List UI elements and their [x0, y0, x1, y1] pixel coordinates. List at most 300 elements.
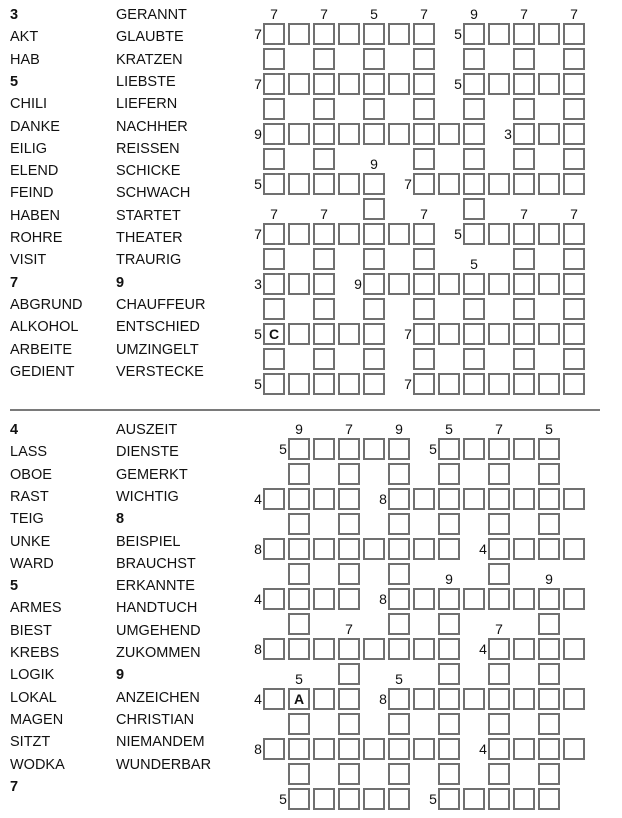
grid-cell[interactable] [513, 273, 535, 295]
grid-cell[interactable] [338, 688, 360, 710]
grid-cell[interactable] [263, 123, 285, 145]
word-list-item: REISSEN [116, 140, 180, 157]
grid-cell[interactable] [463, 148, 485, 170]
grid-cell[interactable] [463, 48, 485, 70]
grid-cell[interactable] [388, 613, 410, 635]
grid-cell[interactable] [413, 688, 435, 710]
grid-cell[interactable]: A [288, 688, 310, 710]
grid-cell[interactable] [413, 123, 435, 145]
grid-cell[interactable] [363, 323, 385, 345]
grid-cell[interactable] [388, 788, 410, 810]
word-list-item: LOKAL [10, 689, 57, 706]
grid-cell[interactable] [563, 373, 585, 395]
grid-cell[interactable] [438, 763, 460, 785]
grid-cell[interactable] [363, 348, 385, 370]
clue-length-number: 9 [254, 126, 262, 142]
grid-cell[interactable] [313, 323, 335, 345]
grid-cell[interactable] [488, 373, 510, 395]
grid-cell[interactable] [363, 298, 385, 320]
grid-cell[interactable] [513, 123, 535, 145]
grid-cell[interactable] [363, 788, 385, 810]
grid-cell[interactable] [538, 663, 560, 685]
grid-cell[interactable] [563, 73, 585, 95]
grid-cell[interactable] [388, 763, 410, 785]
grid-cell[interactable] [488, 463, 510, 485]
grid-cell[interactable] [563, 538, 585, 560]
grid-cell[interactable] [263, 588, 285, 610]
grid-cell[interactable] [363, 638, 385, 660]
word-list-item: DIENSTE [116, 444, 179, 461]
grid-cell[interactable] [538, 223, 560, 245]
grid-cell[interactable] [363, 123, 385, 145]
grid-cell[interactable] [263, 48, 285, 70]
grid-cell[interactable] [563, 223, 585, 245]
grid-cell[interactable] [563, 738, 585, 760]
grid-cell[interactable] [288, 463, 310, 485]
word-list-item: FEIND [10, 185, 54, 202]
grid-cell[interactable] [538, 488, 560, 510]
grid-cell[interactable] [513, 688, 535, 710]
grid-cell[interactable] [313, 248, 335, 270]
grid-cell[interactable] [563, 323, 585, 345]
clue-length-number: 7 [520, 6, 528, 22]
grid-cell[interactable] [513, 348, 535, 370]
puzzle-divider [10, 409, 600, 411]
grid-cell[interactable] [513, 588, 535, 610]
grid-cell[interactable] [563, 98, 585, 120]
grid-cell[interactable] [513, 538, 535, 560]
grid-cell[interactable] [563, 23, 585, 45]
grid-cell[interactable] [513, 788, 535, 810]
grid-cell[interactable] [313, 298, 335, 320]
grid-cell[interactable] [363, 538, 385, 560]
clue-length-number: 5 [254, 326, 262, 342]
grid-cell[interactable] [513, 298, 535, 320]
grid-cell[interactable] [338, 638, 360, 660]
grid-cell[interactable] [413, 148, 435, 170]
grid-cell[interactable] [263, 738, 285, 760]
clue-length-number: 9 [370, 156, 378, 172]
word-list-item: LOGIK [10, 667, 55, 684]
grid-cell[interactable] [538, 688, 560, 710]
grid-cell[interactable] [263, 538, 285, 560]
grid-cell[interactable] [338, 663, 360, 685]
grid-cell[interactable] [288, 638, 310, 660]
grid-cell[interactable] [513, 23, 535, 45]
clue-length-number: 8 [254, 541, 262, 557]
word-list-item: ABGRUND [10, 296, 83, 313]
grid-cell[interactable] [438, 463, 460, 485]
grid-cell[interactable] [488, 23, 510, 45]
grid-cell[interactable] [388, 73, 410, 95]
grid-cell[interactable] [413, 488, 435, 510]
grid-cell[interactable] [363, 198, 385, 220]
grid-cell[interactable] [513, 223, 535, 245]
grid-cell[interactable] [363, 223, 385, 245]
grid-cell[interactable] [463, 173, 485, 195]
grid-cell[interactable] [513, 373, 535, 395]
grid-cell[interactable] [438, 613, 460, 635]
grid-cell[interactable] [563, 123, 585, 145]
grid-cell[interactable] [313, 73, 335, 95]
grid-cell[interactable] [413, 73, 435, 95]
grid-cell[interactable] [463, 688, 485, 710]
grid-cell[interactable] [488, 663, 510, 685]
grid-cell[interactable] [263, 73, 285, 95]
grid-cell[interactable] [563, 48, 585, 70]
grid-cell[interactable] [463, 373, 485, 395]
grid-cell[interactable] [538, 173, 560, 195]
grid-cell[interactable] [438, 488, 460, 510]
grid-cell[interactable] [413, 298, 435, 320]
grid-cell[interactable] [463, 488, 485, 510]
grid-cell[interactable] [263, 23, 285, 45]
grid-cell[interactable] [438, 638, 460, 660]
word-list-item: KREBS [10, 645, 60, 661]
grid-cell[interactable] [413, 738, 435, 760]
grid-cell[interactable] [488, 438, 510, 460]
grid-cell[interactable] [288, 588, 310, 610]
grid-cell[interactable] [463, 123, 485, 145]
grid-cell[interactable] [263, 348, 285, 370]
grid-cell[interactable] [463, 73, 485, 95]
grid-cell[interactable] [488, 488, 510, 510]
grid-cell[interactable] [363, 273, 385, 295]
grid-cell[interactable] [338, 563, 360, 585]
grid-cell[interactable] [288, 438, 310, 460]
grid-cell[interactable] [513, 73, 535, 95]
grid-cell[interactable] [338, 713, 360, 735]
word-list-item: MAGEN [10, 711, 64, 728]
grid-cell[interactable] [288, 323, 310, 345]
grid-cell[interactable] [463, 23, 485, 45]
grid-cell[interactable] [438, 173, 460, 195]
grid-cell[interactable] [313, 373, 335, 395]
grid-cell[interactable] [413, 373, 435, 395]
grid-cell[interactable] [363, 248, 385, 270]
grid-cell[interactable] [488, 173, 510, 195]
grid-cell[interactable] [563, 588, 585, 610]
grid-cell[interactable] [363, 98, 385, 120]
grid-cell[interactable] [338, 788, 360, 810]
grid-cell[interactable] [538, 463, 560, 485]
grid-cell[interactable] [513, 438, 535, 460]
grid-cell[interactable] [438, 663, 460, 685]
grid-cell[interactable] [388, 488, 410, 510]
clue-length-number: 5 [454, 26, 462, 42]
grid-cell[interactable] [388, 738, 410, 760]
grid-cell[interactable] [338, 223, 360, 245]
grid-cell[interactable] [438, 538, 460, 560]
grid-cell[interactable] [338, 173, 360, 195]
grid-cell[interactable] [413, 48, 435, 70]
grid-cell[interactable] [563, 488, 585, 510]
grid-cell[interactable] [563, 173, 585, 195]
grid-cell[interactable] [438, 713, 460, 735]
grid-cell[interactable] [538, 273, 560, 295]
grid-cell[interactable] [313, 488, 335, 510]
grid-cell[interactable] [263, 98, 285, 120]
grid-cell[interactable] [388, 438, 410, 460]
clue-length-number: 5 [454, 226, 462, 242]
grid-cell[interactable] [313, 48, 335, 70]
grid-cell[interactable] [463, 323, 485, 345]
grid-cell[interactable] [488, 688, 510, 710]
grid-cell[interactable] [288, 488, 310, 510]
grid-cell[interactable] [413, 538, 435, 560]
word-list-item: GERANNT [116, 7, 187, 23]
grid-cell[interactable] [538, 373, 560, 395]
grid-cell[interactable] [463, 788, 485, 810]
clue-length-number: 7 [404, 376, 412, 392]
grid-cell[interactable] [513, 248, 535, 270]
grid-cell[interactable] [388, 588, 410, 610]
grid-cell[interactable] [513, 173, 535, 195]
word-list-item: WUNDERBAR [116, 756, 212, 773]
grid-cell[interactable] [438, 373, 460, 395]
grid-cell[interactable] [288, 788, 310, 810]
grid-cell[interactable] [338, 538, 360, 560]
grid-cell[interactable] [463, 273, 485, 295]
grid-cell[interactable] [513, 323, 535, 345]
grid-cell[interactable] [488, 788, 510, 810]
grid-cell[interactable] [288, 223, 310, 245]
grid-cell[interactable] [288, 738, 310, 760]
grid-cell[interactable] [313, 348, 335, 370]
grid-cell[interactable] [538, 123, 560, 145]
grid-cell[interactable] [338, 23, 360, 45]
grid-cell[interactable] [513, 738, 535, 760]
grid-cell[interactable] [413, 98, 435, 120]
grid-cell[interactable] [313, 438, 335, 460]
grid-cell[interactable] [388, 273, 410, 295]
grid-cell[interactable] [563, 148, 585, 170]
grid-cell[interactable] [563, 298, 585, 320]
clue-length-number: 5 [395, 671, 403, 687]
grid-cell[interactable] [513, 148, 535, 170]
grid-cell[interactable] [438, 738, 460, 760]
grid-cell[interactable] [338, 438, 360, 460]
grid-cell[interactable] [388, 538, 410, 560]
grid-cell[interactable] [288, 713, 310, 735]
grid-cell[interactable] [538, 613, 560, 635]
grid-cell[interactable] [538, 713, 560, 735]
word-length-header: 5 [10, 578, 19, 595]
grid-cell[interactable] [288, 73, 310, 95]
grid-cell[interactable] [538, 638, 560, 660]
grid-cell[interactable] [538, 763, 560, 785]
grid-cell[interactable] [363, 173, 385, 195]
word-list-item: STARTET [116, 207, 181, 224]
grid-cell[interactable] [438, 123, 460, 145]
grid-cell[interactable] [313, 23, 335, 45]
grid-cell[interactable] [563, 273, 585, 295]
grid-cell[interactable] [438, 273, 460, 295]
grid-cell[interactable] [463, 98, 485, 120]
grid-cell[interactable] [538, 23, 560, 45]
grid-cell[interactable] [313, 638, 335, 660]
word-list-item: TRAURIG [116, 252, 182, 269]
grid-cell[interactable] [488, 73, 510, 95]
grid-cell[interactable] [413, 588, 435, 610]
clue-length-number: 9 [445, 571, 453, 587]
grid-cell[interactable] [338, 488, 360, 510]
grid-cell[interactable] [338, 738, 360, 760]
grid-cell[interactable] [363, 23, 385, 45]
grid-cell[interactable] [463, 198, 485, 220]
grid-cell[interactable] [288, 123, 310, 145]
clue-length-number: 7 [320, 6, 328, 22]
grid-cell[interactable] [363, 48, 385, 70]
grid-cell[interactable] [313, 223, 335, 245]
grid-cell[interactable] [438, 788, 460, 810]
clue-length-number: 8 [379, 691, 387, 707]
grid-cell[interactable] [263, 373, 285, 395]
grid-cell[interactable] [313, 738, 335, 760]
grid-cell[interactable] [538, 538, 560, 560]
grid-cell[interactable] [388, 123, 410, 145]
grid-cell[interactable] [538, 738, 560, 760]
grid-cell[interactable] [263, 173, 285, 195]
word-list-item: THEATER [116, 230, 183, 246]
grid-cell[interactable] [538, 438, 560, 460]
grid-cell[interactable] [313, 123, 335, 145]
grid-cell[interactable] [313, 98, 335, 120]
grid-cell[interactable] [263, 148, 285, 170]
grid-cell[interactable] [288, 538, 310, 560]
grid-cell[interactable] [263, 688, 285, 710]
grid-cell[interactable] [288, 173, 310, 195]
grid-cell[interactable] [388, 23, 410, 45]
grid-cell[interactable] [488, 273, 510, 295]
grid-cell[interactable] [388, 223, 410, 245]
grid-cell[interactable] [438, 688, 460, 710]
grid-cell[interactable] [338, 123, 360, 145]
grid-cell[interactable] [538, 323, 560, 345]
grid-cell[interactable] [363, 73, 385, 95]
grid-cell[interactable] [563, 688, 585, 710]
grid-cell[interactable] [338, 513, 360, 535]
grid-cell[interactable] [288, 513, 310, 535]
grid-cell[interactable] [313, 273, 335, 295]
grid-cell[interactable] [513, 488, 535, 510]
word-length-header: 9 [116, 274, 125, 291]
grid-cell[interactable] [338, 323, 360, 345]
grid-cell[interactable] [488, 638, 510, 660]
clue-length-number: 5 [445, 421, 453, 437]
grid-cell[interactable] [538, 513, 560, 535]
grid-cell[interactable]: C [263, 323, 285, 345]
grid-cell[interactable] [288, 23, 310, 45]
grid-cell[interactable] [513, 638, 535, 660]
grid-cell[interactable] [313, 538, 335, 560]
grid-cell[interactable] [488, 513, 510, 535]
grid-cell[interactable] [288, 273, 310, 295]
grid-cell[interactable] [313, 688, 335, 710]
grid-cell[interactable] [488, 323, 510, 345]
grid-cell[interactable] [463, 223, 485, 245]
grid-cell[interactable] [488, 713, 510, 735]
grid-cell[interactable] [288, 763, 310, 785]
grid-cell[interactable] [363, 738, 385, 760]
grid-cell[interactable] [338, 763, 360, 785]
grid-cell[interactable] [288, 373, 310, 395]
grid-cell[interactable] [438, 323, 460, 345]
grid-cell[interactable] [488, 738, 510, 760]
grid-cell[interactable] [488, 763, 510, 785]
grid-cell[interactable] [513, 48, 535, 70]
grid-cell[interactable] [263, 298, 285, 320]
grid-cell[interactable] [263, 248, 285, 270]
grid-cell[interactable] [438, 438, 460, 460]
grid-cell[interactable] [338, 463, 360, 485]
grid-cell[interactable] [363, 373, 385, 395]
grid-cell[interactable] [388, 463, 410, 485]
grid-cell[interactable] [413, 323, 435, 345]
grid-cell[interactable] [413, 273, 435, 295]
grid-cell[interactable] [413, 348, 435, 370]
clue-length-number: 5 [470, 256, 478, 272]
grid-cell[interactable] [488, 563, 510, 585]
grid-cell[interactable] [388, 713, 410, 735]
grid-cell[interactable] [413, 638, 435, 660]
grid-cell[interactable] [413, 23, 435, 45]
grid-cell[interactable] [463, 588, 485, 610]
grid-cell[interactable] [313, 588, 335, 610]
grid-cell[interactable] [488, 538, 510, 560]
grid-cell[interactable] [363, 438, 385, 460]
grid-cell[interactable] [513, 98, 535, 120]
grid-cell[interactable] [438, 588, 460, 610]
grid-cell[interactable] [563, 248, 585, 270]
grid-cell[interactable] [263, 488, 285, 510]
grid-cell[interactable] [288, 613, 310, 635]
grid-cell[interactable] [538, 588, 560, 610]
grid-cell[interactable] [488, 223, 510, 245]
grid-cell[interactable] [388, 563, 410, 585]
grid-cell[interactable] [263, 638, 285, 660]
grid-cell[interactable] [313, 788, 335, 810]
grid-cell[interactable] [263, 273, 285, 295]
grid-cell[interactable] [388, 513, 410, 535]
grid-cell[interactable] [413, 173, 435, 195]
clue-length-number: 7 [520, 206, 528, 222]
grid-cell[interactable] [413, 248, 435, 270]
grid-cell[interactable] [313, 173, 335, 195]
grid-cell[interactable] [338, 373, 360, 395]
grid-cell[interactable] [338, 588, 360, 610]
grid-cell[interactable] [538, 788, 560, 810]
grid-cell[interactable] [288, 563, 310, 585]
grid-cell[interactable] [463, 348, 485, 370]
grid-cell[interactable] [263, 223, 285, 245]
grid-cell[interactable] [438, 513, 460, 535]
word-length-header: 7 [10, 778, 19, 795]
grid-cell[interactable] [313, 148, 335, 170]
grid-cell[interactable] [388, 638, 410, 660]
grid-cell[interactable] [338, 73, 360, 95]
grid-cell[interactable] [488, 588, 510, 610]
grid-cell[interactable] [388, 688, 410, 710]
grid-cell[interactable] [538, 73, 560, 95]
word-list-item: GEDIENT [10, 363, 75, 380]
word-list-item: KRATZEN [116, 51, 183, 68]
grid-cell[interactable] [413, 223, 435, 245]
grid-cell[interactable] [563, 348, 585, 370]
grid-cell[interactable] [563, 638, 585, 660]
grid-cell[interactable] [463, 298, 485, 320]
grid-cell[interactable] [463, 438, 485, 460]
